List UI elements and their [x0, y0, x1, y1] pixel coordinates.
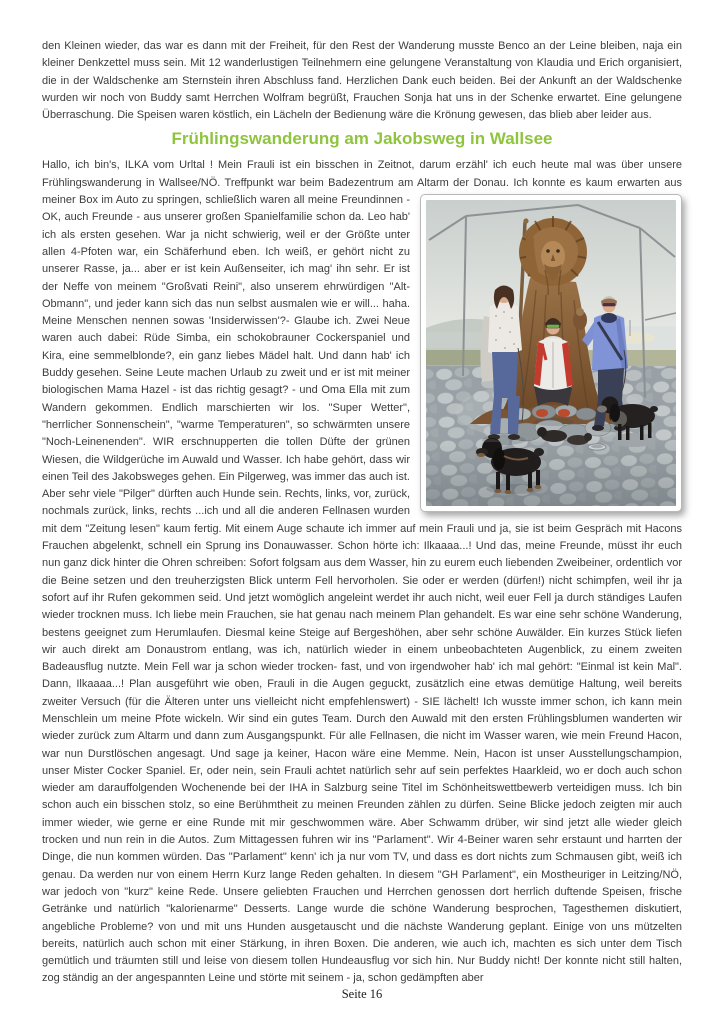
- body-rest-text: meiner Box im Auto zu springen, schließlich waren all meine Freundinnen - OK, auch Freunde - aus unserer großen Spanielfamilie schon da. Leo hab' ich als ersten gesehen. War ja nicht schwierig, weil er der Größte unter allen 4-Pfoten war, ein Schäferhund eben. Ich weiß, er gehört nicht zu unserer Rasse, ja... aber er ist kein Außenseiter, ich mag' ihn sehr. Er ist der Neffe von meinem "Großvati Reini", also unserem ehrwürdigen "Alt-Obmann", und jeder kann sich das nun selbst ausmalen wie er will... haha. Meine Menschen nennen sowas 'Insiderwissen'?- Glaube ich. Zwei Neue waren auch dabei: Rüde Simba, ein schokobrauner Cockerspaniel und Kira, eine semmelblonde?, ein ganz liebes Mädel halt. Und dann hab' ich Buddy gesehen. Seine Leute machen Urlaub zu zweit und er ist mit meiner biologischen Mama Hazel - ist das richtig gesagt? - und Oma Ella mit zum Wandern gekommen. Endlich marschierten wir los. "Super Wetter", "herrlicher Sonnenschein", "warme Temperaturen", so schwärmten unsere "Noch-Leinenenden". WIR erschnupperten die tollen Düfte der grünen Wiesen, die Wildgerüche im Auwald und Wasser. Ich habe gehört, dass wir einen Teil des Jakobsweges gehen. Ein Pilgerweg, was immer das auch ist. Aber sehr viele "Pilger" dürften auch Hunde sein. Rechts, links, vor, zurück, nochmals zurück, links, rechts ...ich und all die anderen Fellnasen wurden mit dem "Zeitung lesen" kaum fertig. Mit einem Auge schaute ich immer auf mein Frauli und ja, sie ist beim Gespräch mit Hacons Frauchen abgelenkt, schnell ein Sprung ins Donauwasser. Schon hörte ich: Ilkaaaa...! Und das, meine Freunde, müsst ihr euch nun ganz dick hinter die Ohren schreiben: Sofort folgsam aus dem Wasser, hin zu eurem euch liebenden Zweibeiner, ordentlich vor die Beine setzen und den treuherzigsten Blick unterm Fell hervorholen. Sie oder er werden (dürfen!) nicht schimpfen, weil ihr ja sofort auf ihr Rufen gekommen seid. Und jetzt womöglich angeleint werdet ihr auch nicht, weil euer Fell ja durch ständiges Laufen wieder trocknen muss. Ich liebe mein Frauchen, sie hat genau nach meinem Plan gehandelt. Es war eine sehr schöne Wanderung, bestens geeignet zum Herumlaufen. Diesmal keine Steige auf Bergeshöhen, aber sehr schöne Auwälder. Ein kurzes Stück liefen wir auch direkt am Donaustrom entlang, was ich, natürlich wieder in einem unbeobachteten Augenblick, zu einem zweiten Badeausflug nutzte. Mein Fell war ja schon wieder trocken- fast, und von irgendwoher hab' ich mal gehört: "Einmal ist kein Mal". Dann, Ilkaaaa...! Plan ausgeführt wie oben, Frauli in die Augen geguckt, zusätzlich eine etwas demütige Haltung, weil bereits zweiter Versuch (für die Älteren unter uns vielleicht nicht empfehlenswert) - SIE lächelt! Ich wusste immer schon, ich kann mein Menschlein um meine Pfote wickeln. Wir sind ein gutes Team. Durch den Auwald mit den ersten Frühlingsblumen wanderten wir wieder zurück zum Altarm und dann zum Ausgangspunkt. Für alle Fellnasen, die nicht im Wasser waren, wie mein Freund Hacon, war nun Durstlöschen angesagt. Und sage ja keiner, Hacon wäre eine Memme. Nein, Hacon ist unser Ausstellungschampion, unser Mister Cocker Spaniel. Er, oder nein, sein Frauli achtet natürlich sehr auf sein perfektes Haarkleid, wo er doch auch schon wieder am darauffolgenden Wochenende bei der IHA in Salzburg seine Titel im Schönheitswettbewerb verteidigen muss. Ich bin schon auch ein bisschen stolz, so eine Berühmtheit zu meinen Freunden zählen zu dürfen. Seine Blicke jedoch zeigten mir auch immer wieder, wie gerne er eine Runde mit mir geschwommen wäre. Aber Schwamm drüber, wir sind jetzt alle wieder gleich trocken und nun rein in die Autos. Zum Mittagessen fuhren wir ins "Parlament". Wir 4-Beiner waren sehr erstaunt und harrten der Dinge, die nun kommen würden. Das "Parlament" kenn' ich ja nur vom TV, und dass es dort nichts zum Schmausen gibt, weiß ich genau. Da werden nur von einem Herrn Kurz lange Reden gehalten. In diesem "GH Parlament", ein Mostheuriger in Leitzing/NÖ, war jedoch von "kurz" keine Rede. Unsere geliebten Frauchen und Herrchen genossen dort herrlich duftende Speisen, frische Getränke und natürlich "kalorienarme" Desserts. Lange wurde die schöne Wanderung besprochen, Tagesthemen diskutiert, angebliche Probleme? von und mit uns Hunden ausgetauscht und die nächste Wanderung geplant. Einige von uns mützelten bereits, natürlich auch schon mit einer Stärkung, in ihren Boxen. Die anderen, wie auch ich, machten es sich unter dem Tisch gemütlich und träumten still und leise von diesem tollen Hundeausflug vor sich hin. Nur Buddy nicht! Der konnte nicht still halten, zog ständig an der angespannten Leine und störte mit seinem - ja, schon gedämpften aber: [42, 194, 682, 985]
- paragraph-continuation: den Kleinen wieder, das war es dann mit der Freiheit, für den Rest der Wanderung musste Benco an der Leine bleiben, naja ein kleiner Denkzettel muss sein. Mit 12 wanderlustigen Teilnehmern eine gelungene Veranstaltung von Klaudia und Erich organisiert, die in der Waldschenke am Sternstein ihren Abschluss fand. Herzlichen Dank euch beiden. Bei der Ankunft an der Waldschenke wurden wir noch von Buddy samt Herrchen Wolfram begrüßt, Frauchen Sonja hat uns in der Schenke erwartet. Eine gelungene Überraschung. Die Speisen waren köstlich, ein Lächeln der Bedienung wäre die Krönung gewesen, das blieb aber leider aus.: [42, 40, 682, 122]
- article-body: [42, 157, 682, 987]
- photo-scene: [426, 200, 676, 506]
- article-photo: [420, 194, 682, 512]
- page-number: Seite 16: [341, 986, 383, 1001]
- article-heading: Frühlingswanderung am Jakobsweg in Wallsee: [171, 129, 553, 149]
- body-intro-text: Hallo, ich bin's, ILKA vom Urltal ! Mein Frauli ist ein bisschen in Zeitnot, darum erzähl' ich euch heute mal was über unsere Frühlingswanderung in Wallsee/NÖ. Treffpunkt war beim Badezentrum am Altarm der Donau. Ich konnte es kaum erwarten aus: [42, 159, 682, 189]
